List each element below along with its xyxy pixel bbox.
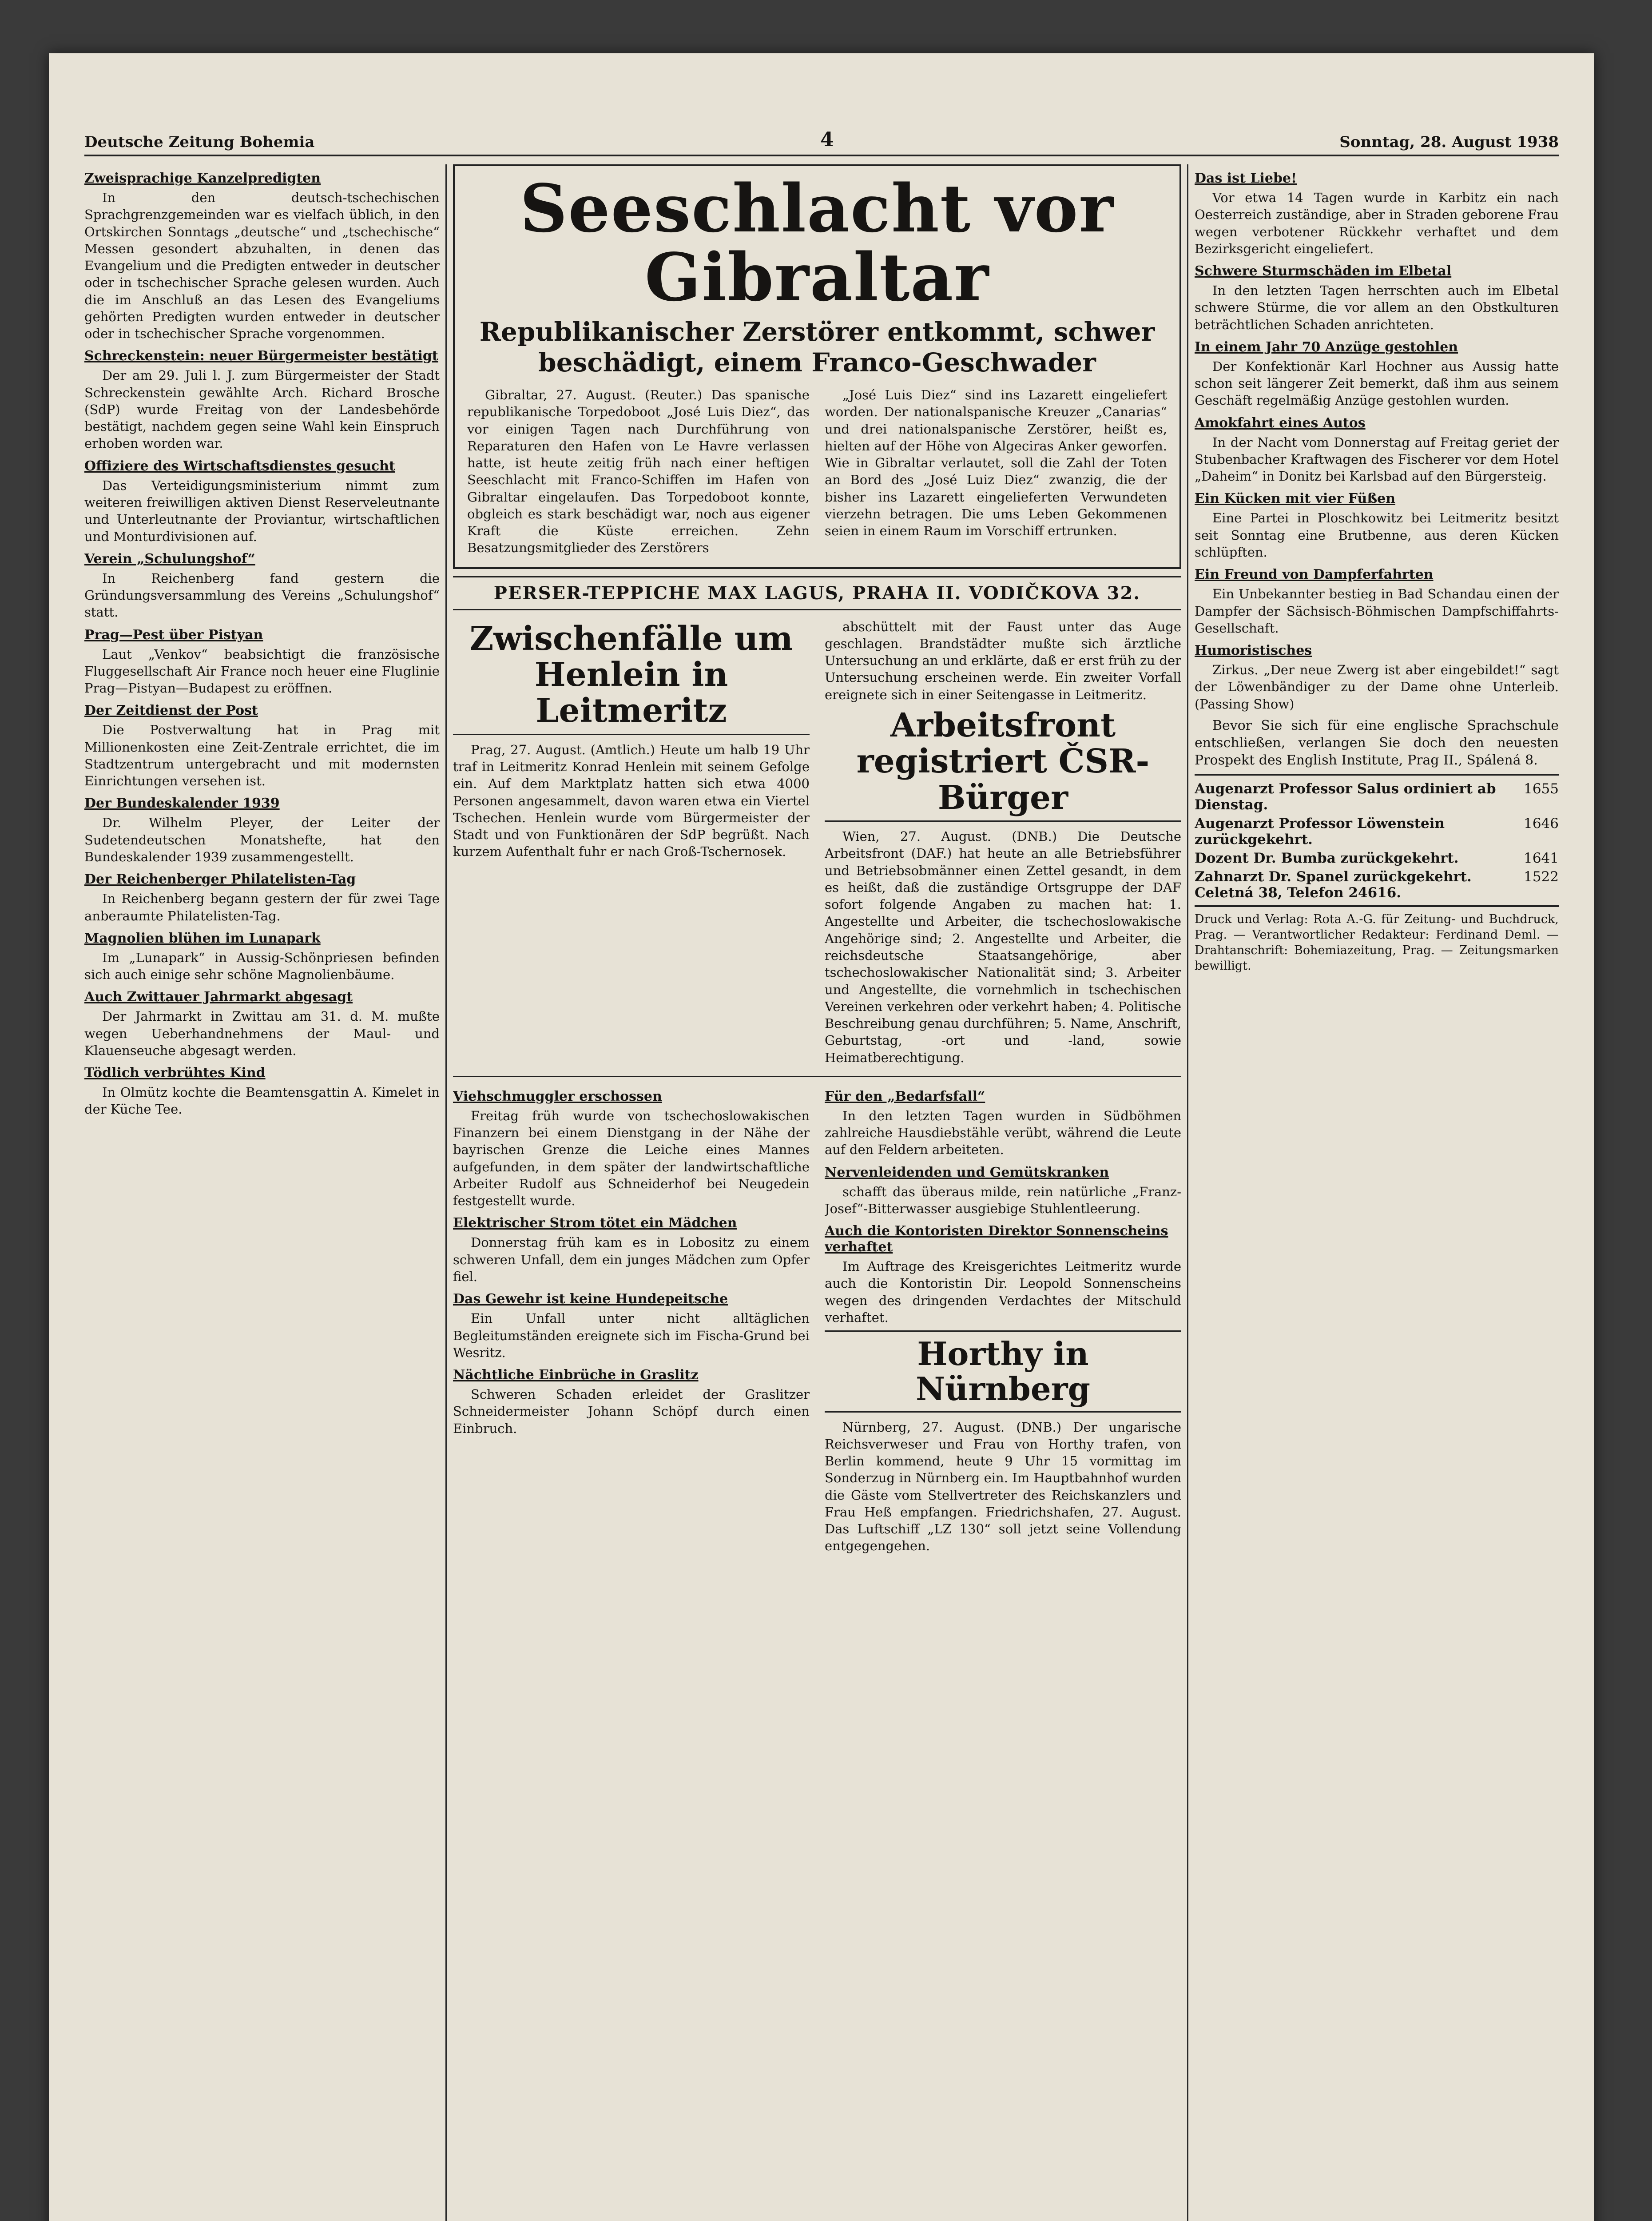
- main-subheadline: Republikanischer Zerstörer entkommt, schwer beschädigt, einem Franco-Geschwader: [479, 316, 1155, 378]
- issue-date: Sonntag, 28. August 1938: [1339, 133, 1559, 151]
- classified-ad: [1195, 850, 1559, 866]
- article-body: In Reichenberg fand gestern die Gründungsversammlung des Vereins „Schulungshof“ statt.: [84, 570, 440, 620]
- article: [84, 1065, 440, 1118]
- article-body: Der Konfektionär Karl Hochner aus Aussig hatte schon seit längerer Zeit bemerkt, daß ihm aus seinem Geschäft regelmäßig Anzüge gestohlen wurden.: [1195, 358, 1559, 408]
- article-headline: Horthy in Nürnberg: [825, 1330, 1181, 1412]
- article: [84, 872, 440, 924]
- article-body: In den letzten Tagen herrschten auch im Elbetal schwere Stürme, die vor allem an den Obstkulturen beträchtlichen Schaden anrichteten.: [1195, 283, 1559, 332]
- lead-text: Gibraltar, 27. August. (Reuter.) Das spanische republikanische Torpedoboot „José Luis Diez“, das vor einigen Tagen nach Durchführung von Reparaturen den Hafen von Le Havre verlassen hatte, ist heute zeitig früh nach einer heftigen Seeschlacht mit Franco-Schiffen im Hafen von Gibraltar eingelaufen. Das Torpedoboot konnte, obgleich es stark beschädigt war, noch aus eigener Kraft die Küste erreichen. Zehn Besatzungsmitglieder des Zerstörers: [467, 387, 810, 556]
- article-body: Ein Unfall unter nicht alltäglichen Begleitumständen ereignete sich im Fischa-Grund bei Wesritz.: [453, 1311, 810, 1360]
- lead-text: „José Luis Diez“ sind ins Lazarett eingeliefert worden. Der nationalspanische Kreuzer „Canarias“ und drei nationalspanische Zerstörer, heißt es, hielten auf der Höhe von Algeciras Anker geworfen. Wie in Gibraltar verlautet, soll die Zahl der Toten an Bord des „José Luiz Diez“ zwanzig, die der bisher ins Lazarett eingelieferten Verwundeten vierzehn betragen. Die ums Leben Gekommenen seien in einem Raum im Vorschiff ertrunken.: [825, 387, 1167, 539]
- imprint: Druck und Verlag: Rota A.-G. für Zeitung- und Buchdruck, Prag. — Verantwortlicher Redakteur: Ferdinand Deml. — Drahtanschrift: Bohemiazeitung, Prag. — Zeitungsmarken bewilligt.: [1195, 905, 1559, 974]
- masthead: Deutsche Zeitung Bohemia: [84, 133, 315, 151]
- classified-ad: [1195, 869, 1559, 901]
- article-title: Nervenleidenden und Gemütskranken: [825, 1164, 1109, 1180]
- article: [1195, 415, 1559, 485]
- article-title: Ein Kücken mit vier Füßen: [1195, 491, 1396, 507]
- lead-story: [453, 164, 1181, 569]
- article-body: Donnerstag früh kam es in Lobositz zu einem schweren Unfall, dem ein junges Mädchen zum Opfer fiel.: [453, 1235, 810, 1284]
- article: [84, 458, 440, 545]
- classified-ad: [1195, 781, 1559, 813]
- article-title: Offiziere des Wirtschaftsdienstes gesucht: [84, 458, 395, 474]
- article-body: Prag, 27. August. (Amtlich.) Heute um halb 19 Uhr traf in Leitmeritz Konrad Henlein mit seinem Gefolge ein. Auf dem Marktplatz hatten sich etwa 4000 Personen angesammelt, davon waren etwa ein Viertel Tschechen. Henlein wurde vom Bürgermeister der Stadt und von Funktionären der SdP begrüßt. Nach kurzem Aufenthalt fuhr er nach Groß-Tschernosek.: [453, 742, 810, 860]
- lead-columns: [467, 386, 1167, 561]
- ad-code: 1646: [1524, 815, 1559, 832]
- article-body: In den letzten Tagen wurden in Südböhmen zahlreiche Hausdiebstähle verübt, während die Leute auf den Feldern arbeiteten.: [825, 1108, 1181, 1158]
- article-title: Ein Freund von Dampferfahrten: [1195, 567, 1434, 583]
- article-body: Die Postverwaltung hat in Prag mit Millionenkosten eine Zeit-Zentrale errichtet, die im Stadtzentrum untergebracht und mit modernsten Einrichtungen versehen ist.: [84, 722, 440, 789]
- article-body: Vor etwa 14 Tagen wurde in Karbitz ein nach Oesterreich zuständige, aber in Straden geborene Frau wegen verbotener Rückkehr verhaftet und dem Bezirksgericht eingeliefert.: [1195, 190, 1559, 256]
- article: [84, 989, 440, 1059]
- column-right: [1195, 164, 1559, 2221]
- article-body: Dr. Wilhelm Pleyer, der Leiter der Sudetendeutschen Monatshefte, hat den Bundeskalender 1939 zusammengestellt.: [84, 815, 440, 864]
- article: [1195, 263, 1559, 333]
- section-rule: [1195, 774, 1559, 776]
- article: [84, 703, 440, 789]
- article-body: Im Auftrage des Kreisgerichtes Leitmeritz wurde auch die Kontoristin Dir. Leopold Sonnenscheins wegen des dringenden Verdachtes der Mitschuld verhaftet.: [825, 1259, 1181, 1325]
- ad-code: 1522: [1524, 868, 1559, 885]
- article: [84, 171, 440, 342]
- page-number: 4: [820, 128, 834, 151]
- article-body: Schweren Schaden erleidet der Graslitzer Schneidermeister Johann Schöpf durch einen Einbruch.: [453, 1387, 810, 1436]
- article-body: In Olmütz kochte die Beamtensgattin A. Kimelet in der Küche Tee.: [84, 1085, 440, 1117]
- article-body: Im „Lunapark“ in Aussig-Schönpriesen befinden sich auch einige sehr schöne Magnolienbäume.: [84, 950, 440, 983]
- article: [1195, 171, 1559, 257]
- article-title: Das Gewehr ist keine Hundepeitsche: [453, 1291, 728, 1307]
- article: [1195, 567, 1559, 637]
- article: [84, 551, 440, 621]
- ad-code: 1641: [1524, 850, 1559, 866]
- article-body: Freitag früh wurde von tschechoslowakischen Finanzern bei einem Dienstgang in der Nähe der bayrischen Grenze die Leiche eines Mannes aufgefunden, in dem später der landwirtschaftliche Arbeiter Rudolf aus Schneiderhof bei Neugedein festgestellt wurde.: [453, 1108, 810, 1209]
- article-title: Magnolien blühen im Lunapark: [84, 930, 321, 946]
- ad-text: Zahnarzt Dr. Spanel zurückgekehrt. Celetná 38, Telefon 24616.: [1195, 868, 1472, 901]
- article-body: Wien, 27. August. (DNB.) Die Deutsche Arbeitsfront (DAF.) hat heute an alle Betriebsführer und Betriebsobmänner einen Zettel gesandt, in dem es heißt, daß die zuständige Ortsgruppe der DAF sofort folgende Angaben zu machen hat: 1. Angestellte und Arbeiter, die tschechoslowakische Angehörige sind; 2. Angestellte und Arbeiter, die reichsdeutsche Staatsangehörige, aber tschechoslowakischer Nationalität sind; 3. Arbeiter und Angestellte, die vornehmlich in tschechischen Vereinen verkehren oder verkehrt haben; 4. Politische Beschreibung genau durchführen; 5. Name, Anschrift, Geburtstag, -ort und -land, sowie Heimatberechtigung.: [825, 829, 1181, 1065]
- article-body: Eine Partei in Ploschkowitz bei Leitmeritz besitzt seit Sonntag eine Brutbenne, aus deren Kücken schlüpften.: [1195, 510, 1559, 560]
- mid-section: [453, 618, 1181, 1071]
- page-header: [84, 120, 1559, 156]
- section-rule: [453, 1076, 1181, 1077]
- article-body: In der Nacht vom Donnerstag auf Freitag geriet der Stubenbacher Kraftwagen des Fischerer vor dem Hotel „Daheim“ in Donitz bei Karlsbad auf den Bürgersteig.: [1195, 434, 1559, 484]
- article-body: Nürnberg, 27. August. (DNB.) Der ungarische Reichsverweser und Frau von Horthy trafen, von Berlin kommend, heute 9 Uhr 15 vormittag im Sonderzug in Nürnberg ein. Im Hauptbahnhof wurden die Gäste vom Stellvertreter des Reichskanzlers und Frau Heß empfangen. Friedrichshafen, 27. August. Das Luftschiff „LZ 130“ soll jetzt seine Vollendung entgegengehen.: [825, 1419, 1181, 1554]
- article-body: abschüttelt mit der Faust unter das Auge geschlagen. Brandstädter mußte sich ärztliche Untersuchung an und erklärte, daß er erst früh zu der Untersuchung erscheinen werde. Ein zweiter Vorfall ereignete sich in einer Seitengasse in Leitmeritz.: [825, 619, 1181, 702]
- column-left: [84, 164, 440, 2221]
- classified-ad: [1195, 816, 1559, 848]
- article-title: Zweisprachige Kanzelpredigten: [84, 171, 321, 186]
- article-title: Amokfahrt eines Autos: [1195, 415, 1366, 431]
- article: [84, 796, 440, 865]
- ad-text: Augenarzt Professor Löwenstein zurückgekehrt.: [1195, 815, 1445, 848]
- article: [1195, 643, 1559, 712]
- article-title: Der Zeitdienst der Post: [84, 703, 258, 719]
- article-title: Humoristisches: [1195, 643, 1312, 659]
- mid-right: [825, 618, 1181, 1071]
- article-title: Nächtliche Einbrüche in Graslitz: [453, 1367, 699, 1383]
- newspaper-page: [49, 53, 1594, 2221]
- article: [84, 348, 440, 452]
- article-headline: Arbeitsfront registriert ČSR-Bürger: [825, 708, 1181, 822]
- lower-right: [825, 1083, 1181, 1559]
- article-body: schafft das überaus milde, rein natürliche „Franz-Josef“-Bitterwasser ausgiebige Stuhlentleerung.: [825, 1184, 1181, 1216]
- lower-left: [453, 1083, 810, 1559]
- ad-text: Augenarzt Professor Salus ordiniert ab Dienstag.: [1195, 780, 1496, 813]
- carpet-advertisement: PERSER-TEPPICHE MAX LAGUS, PRAHA II. VODIČKOVA 32.: [453, 576, 1181, 610]
- article-title: Der Bundeskalender 1939: [84, 796, 280, 812]
- article-title: Auch die Kontoristen Direktor Sonnenscheins verhaftet: [825, 1223, 1168, 1255]
- column-rule: [445, 164, 447, 2221]
- article-body: Ein Unbekannter bestieg in Bad Schandau einen der Dampfer der Sächsisch-Böhmischen Dampfschiffahrts-Gesellschaft.: [1195, 586, 1559, 636]
- article-body: In Reichenberg begann gestern der für zwei Tage anberaumte Philatelisten-Tag.: [84, 891, 440, 923]
- article-title: Schwere Sturmschäden im Elbetal: [1195, 263, 1452, 279]
- henlein-article: [453, 618, 810, 1071]
- article: [84, 627, 440, 697]
- school-notice: Bevor Sie sich für eine englische Sprachschule entschließen, verlangen Sie doch den neuesten Prospekt des English Institute, Prag II., Spálená 8.: [1195, 717, 1559, 768]
- column-main: [453, 164, 1181, 2221]
- article-body: Zirkus. „Der neue Zwerg ist aber eingebildet!“ sagt der Löwenbändiger zu der Dame ohne Unterleib. (Passing Show): [1195, 662, 1559, 712]
- article-title: Für den „Bedarfsfall“: [825, 1088, 985, 1104]
- article-title: Viehschmuggler erschossen: [453, 1088, 662, 1104]
- article-body: Laut „Venkov“ beabsichtigt die französische Fluggesellschaft Air France noch heuer eine Fluglinie Prag—Pistyan—Budapest zu eröffnen.: [84, 646, 440, 696]
- article-title: Tödlich verbrühtes Kind: [84, 1065, 266, 1081]
- article-title: Verein „Schulungshof“: [84, 551, 255, 567]
- article-body: Der Jahrmarkt in Zwittau am 31. d. M. mußte wegen Ueberhandnehmens der Maul- und Klauenseuche abgesagt werden.: [84, 1009, 440, 1058]
- ad-text: Dozent Dr. Bumba zurückgekehrt.: [1195, 850, 1459, 866]
- article-title: Auch Zwittauer Jahrmarkt abgesagt: [84, 989, 353, 1005]
- article-title: Der Reichenberger Philatelisten-Tag: [84, 872, 356, 888]
- article-headline: Zwischenfälle um Henlein in Leitmeritz: [453, 621, 810, 735]
- article-title: In einem Jahr 70 Anzüge gestohlen: [1195, 339, 1458, 355]
- article-title: Schreckenstein: neuer Bürgermeister bestätigt: [84, 348, 438, 364]
- column-rule: [1187, 164, 1188, 2221]
- article-body: Das Verteidigungsministerium nimmt zum weiteren freiwilligen aktiven Dienst Reserveleutnante und Unterleutnante der Proviantur, wirtschaftlichen und Monturdivisionen auf.: [84, 478, 440, 544]
- article: [1195, 491, 1559, 561]
- lower-section: [453, 1083, 1181, 1559]
- article-body: In den deutsch-tschechischen Sprachgrenzgemeinden war es vielfach üblich, in den Ortskirchen Sonntags „deutsche“ und „tschechische“ Messen gesondert abzuhalten, in denen das Evangelium und die Predigten entweder in deutscher oder in tschechischer Sprache gelesen wurden. Auch die im Anschluß an das Lesen des Evangeliums gehörten Predigten wurden entweder in deutscher oder in tschechischer Sprache vorgenommen.: [84, 190, 440, 342]
- article-title: Elektrischer Strom tötet ein Mädchen: [453, 1215, 737, 1231]
- article: [1195, 339, 1559, 409]
- ad-code: 1655: [1524, 780, 1559, 797]
- article: [84, 931, 440, 983]
- article-body: Der am 29. Juli l. J. zum Bürgermeister der Stadt Schreckenstein gewählte Arch. Richard Brosche (SdP) wurde Freitag von der Landesbehörde bestätigt, nachdem gegen seine Wahl kein Einspruch erhoben worden war.: [84, 368, 440, 451]
- main-headline: Seeschlacht vor Gibraltar: [520, 170, 1115, 316]
- article-title: Prag—Pest über Pistyan: [84, 627, 263, 643]
- article-title: Das ist Liebe!: [1195, 171, 1297, 186]
